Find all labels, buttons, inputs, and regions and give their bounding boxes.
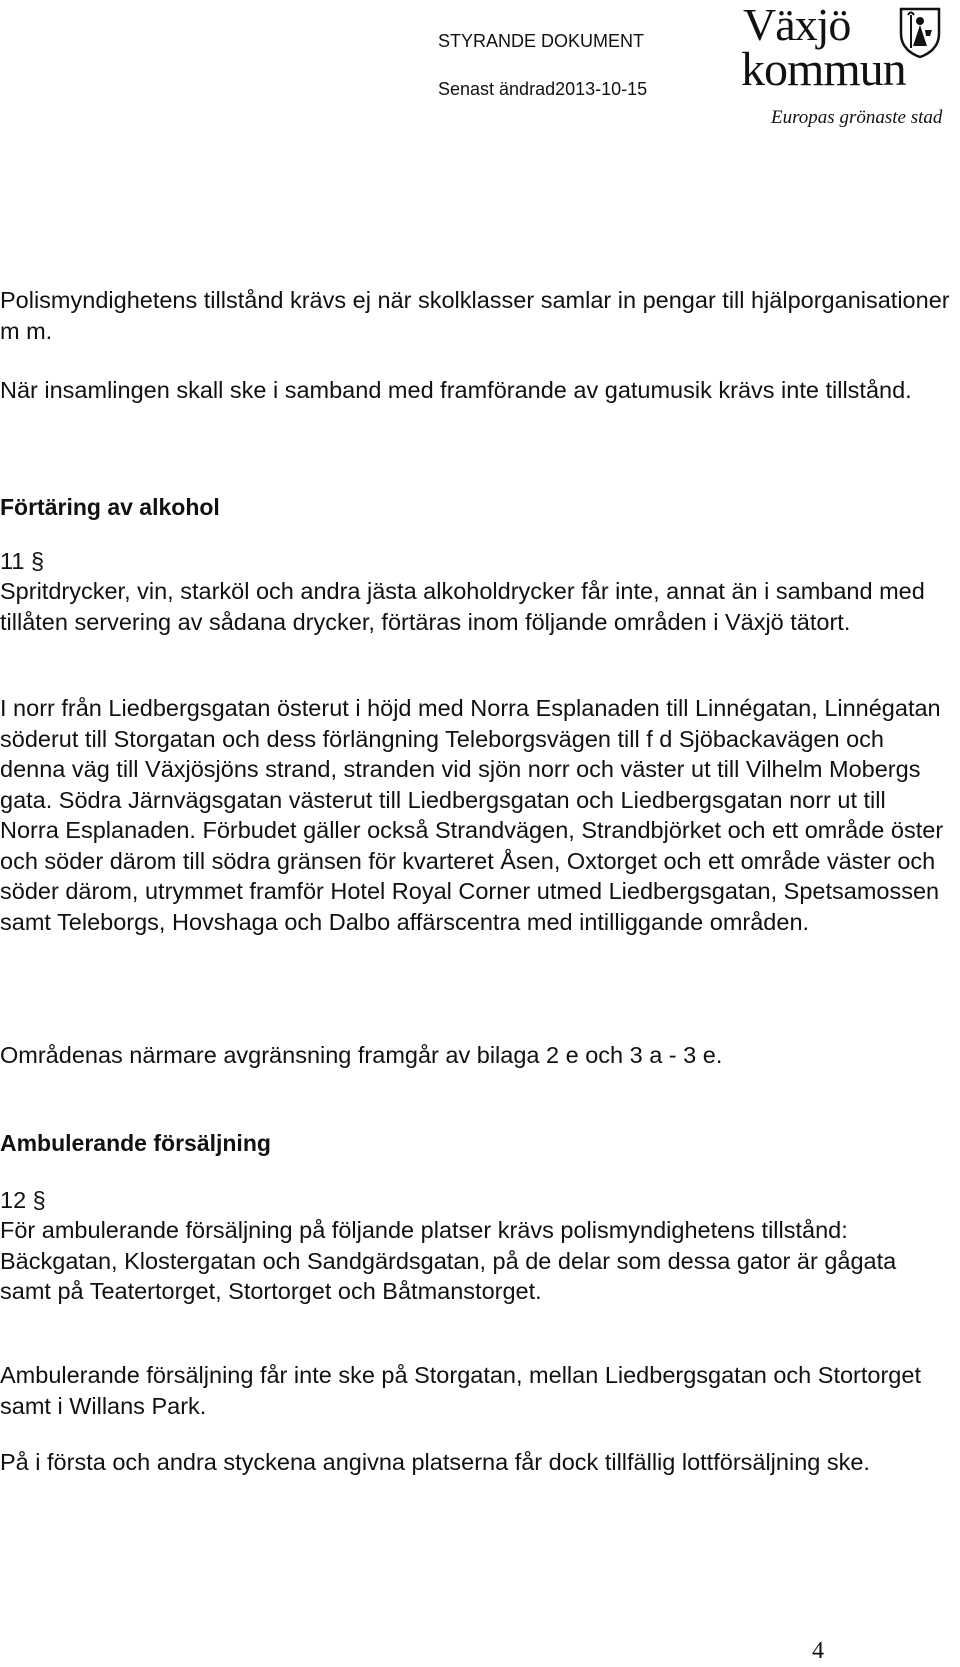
section-number: 11: [0, 548, 25, 574]
logo-line-1: Växjö: [743, 0, 851, 50]
logo-line-2: kommun: [741, 43, 906, 96]
section-11-label: [0, 546, 950, 577]
heading-ambulatory-sales: Ambulerande försäljning: [0, 1130, 271, 1156]
section-symbol: §: [30, 548, 45, 574]
paragraph-storgatan-ban: Ambulerande försäljning får inte ske på Storgatan, mellan Liedbergsgatan och Stortorget samt i Willans Park.: [0, 1362, 921, 1419]
paragraph-lottery-exception: På i första och andra styckena angivna platserna får dock tillfällig lottförsäljning ske.: [0, 1449, 870, 1475]
paragraph-restricted-areas: I norr från Liedbergsgatan österut i höjd med Norra Esplanaden till Linnégatan, Linnégatan söderut till Storgatan och dess förlängning Teleborgsvägen till f d Sjöbackavägen och denna väg till Växjösjöns strand, stranden vid sjön norr och väster ut till Vilhelm Mobergs gata. Södra Järnvägsgatan västerut till Liedbergsgatan och Liedbergsgatan norr ut till Norra Esplanaden. Förbudet gäller också Strandvägen, Strandbjörket och ett område öster och söder därom till södra gränsen för kvarteret Åsen, Oxtorget och ett område väster och söder därom, utrymmet framför Hotel Royal Corner utmed Liedbergsgatan, Spetsamossen samt Teleborgs, Hovshaga och Dalbo affärscentra med intilliggande områden.: [0, 695, 944, 935]
heading-alcohol-consumption: Förtäring av alkohol: [0, 494, 220, 520]
section-symbol: §: [32, 1187, 46, 1213]
paragraph-school-collection: Polismyndighetens tillstånd krävs ej när skolklasser samlar in pengar till hjälporganisationer m m.: [0, 287, 950, 344]
section-12-label: [0, 1185, 950, 1216]
section-11-text: Spritdrycker, vin, starköl och andra jästa alkoholdrycker får inte, annat än i samband med tillåten servering av sådana drycker, förtäras inom följande områden i Växjö tätort.: [0, 578, 925, 635]
last-modified-date: Senast ändrad2013-10-15: [438, 79, 648, 99]
paragraph-street-music: När insamlingen skall ske i samband med framförande av gatumusik krävs inte tillstånd.: [0, 377, 912, 403]
section-number: 12: [0, 1187, 27, 1213]
section-12-text: För ambulerande försäljning på följande platser krävs polismyndighetens tillstånd: Bäckgatan, Klostergatan och Sandgärdsgatan, på de delar som dessa gator är gågata samt på Teatertorget, Stortorget och Båtmanstorget.: [0, 1217, 897, 1304]
page-number: 4: [812, 1638, 824, 1664]
vaxjo-kommun-logo: [743, 2, 958, 128]
document-type-label: STYRANDE DOKUMENT: [438, 31, 645, 51]
logo-tagline: Europas grönaste stad: [771, 107, 943, 128]
paragraph-annex-reference: Områdenas närmare avgränsning framgår av bilaga 2 e och 3 a - 3 e.: [0, 1042, 723, 1068]
